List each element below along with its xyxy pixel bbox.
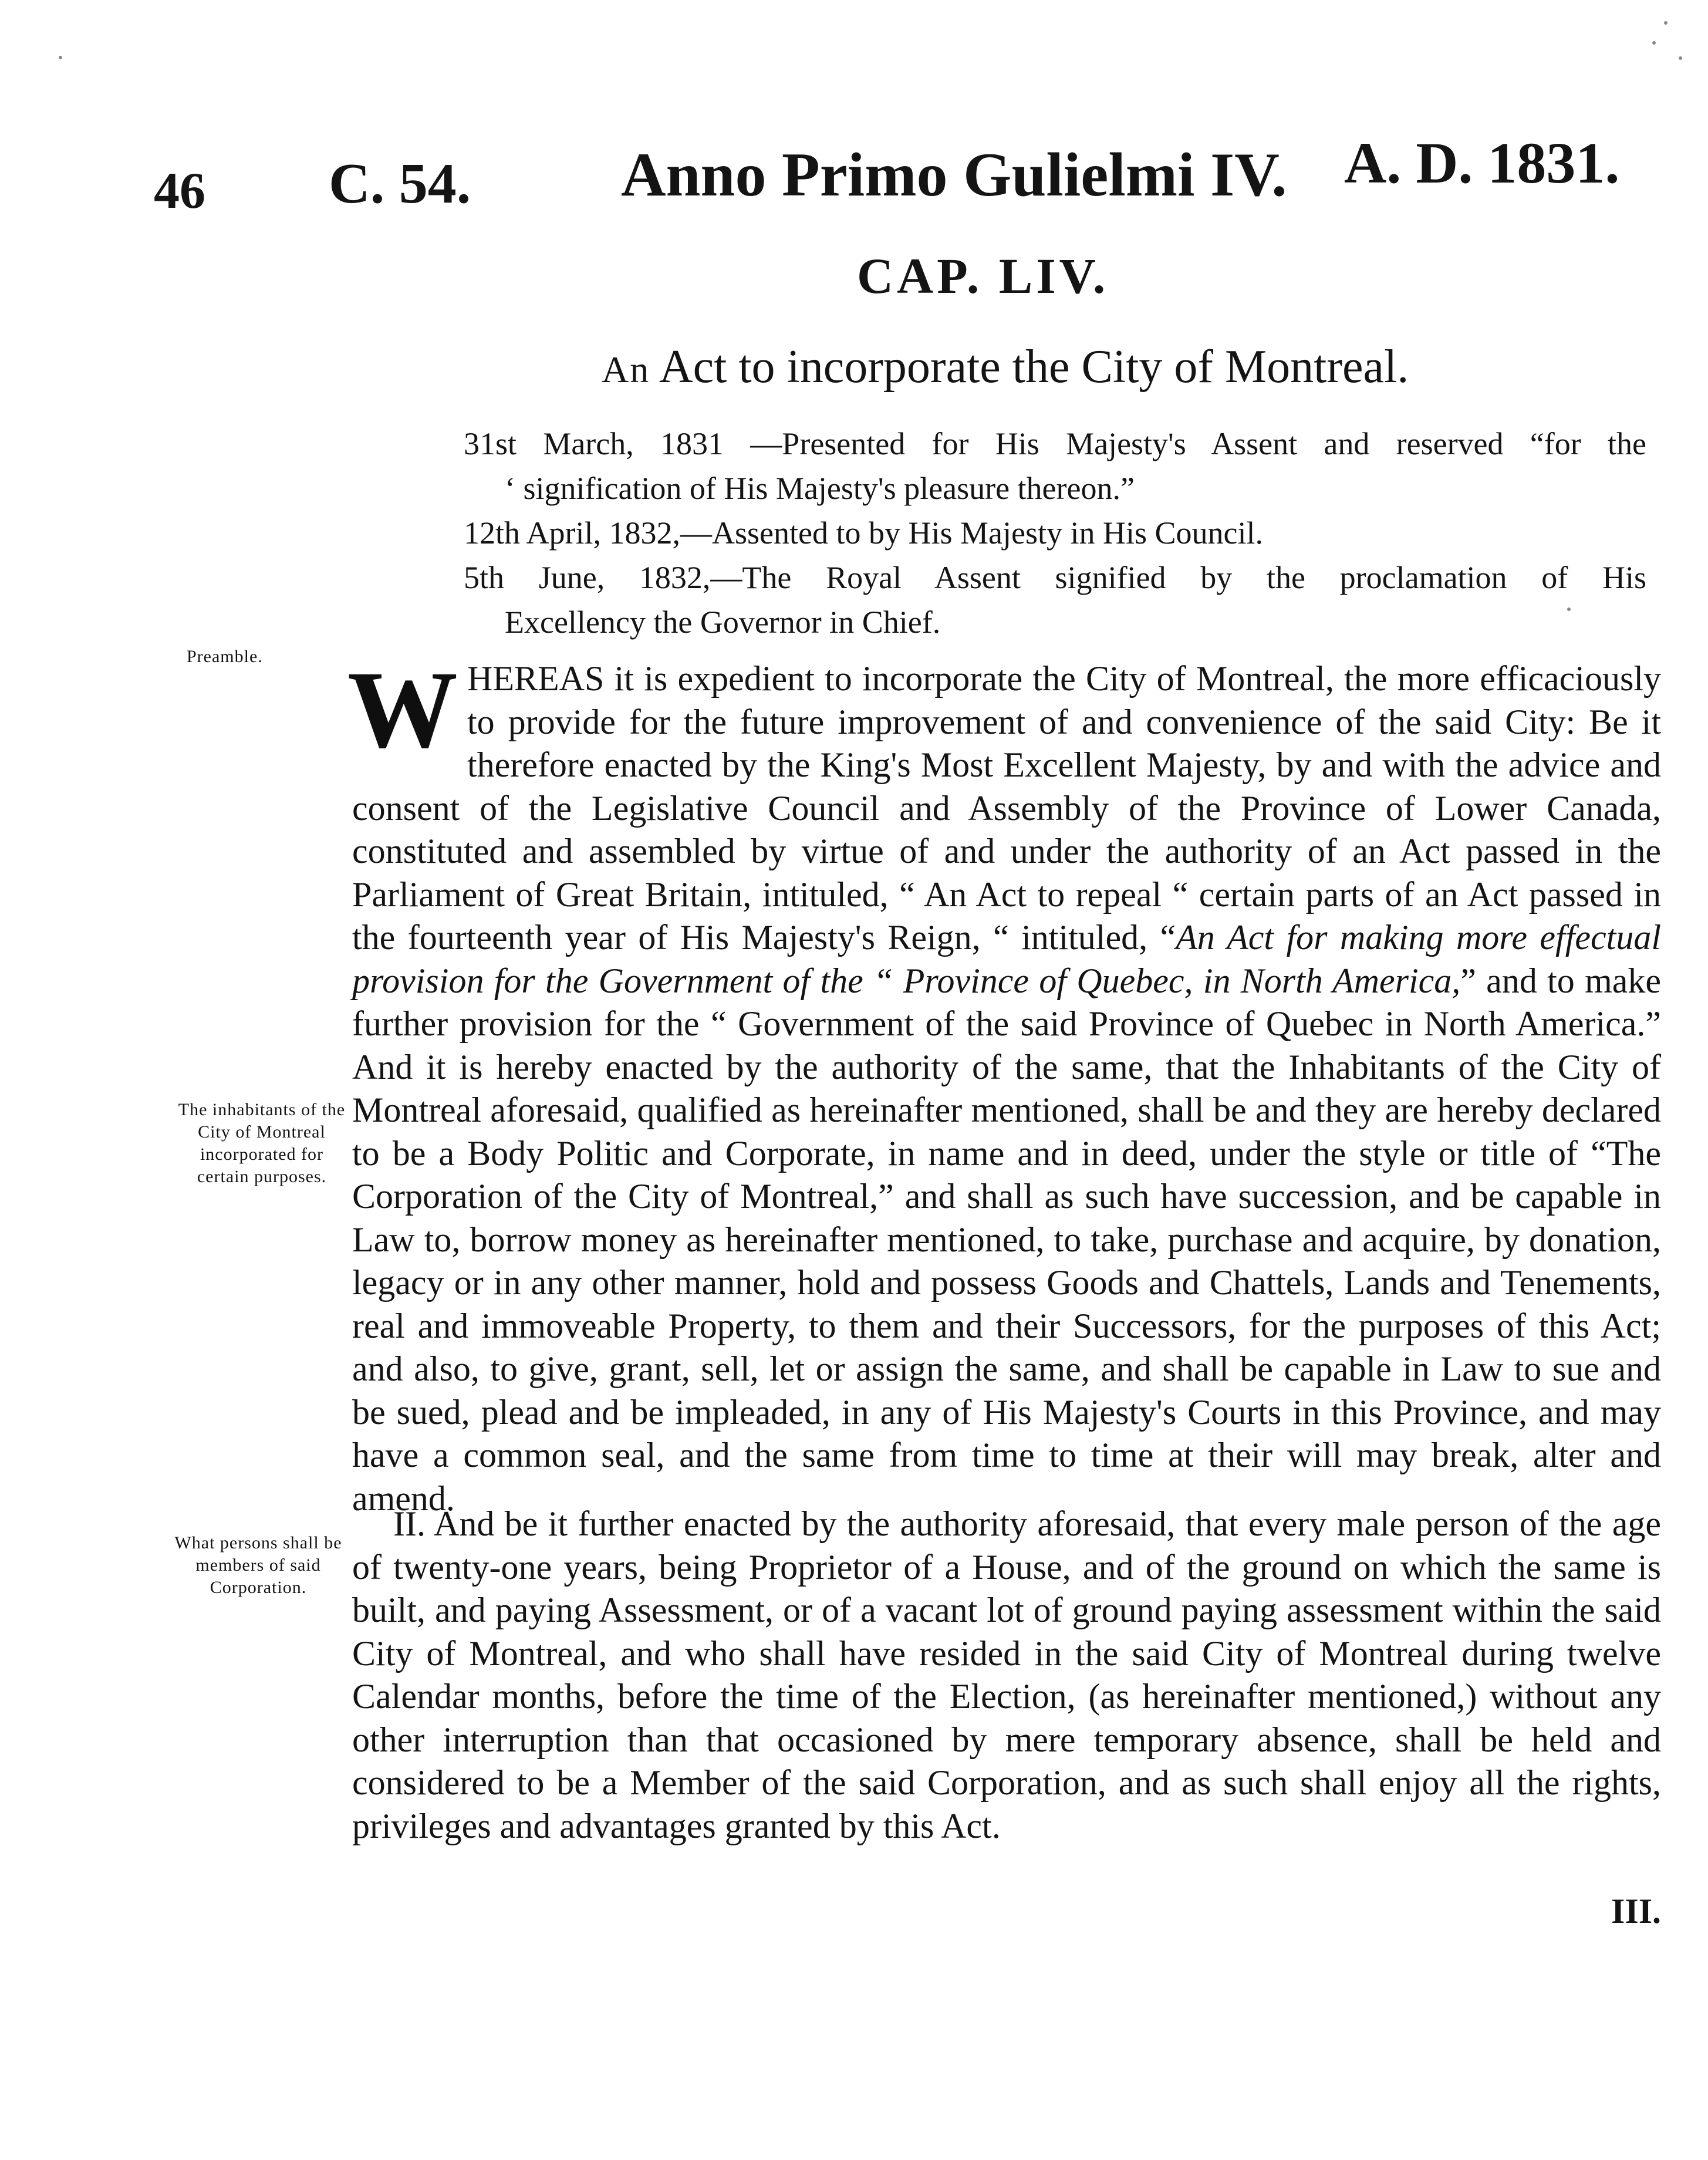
preamble-italic-title: An Act for making more effectual provision for the Government of the “ Province of Quebec, in North America, [352,918,1662,1000]
history-line: 5th June, 1832,—The Royal Assent signified by the proclamation of His [464,560,1646,595]
section-2-paragraph [352,1503,1661,1848]
reign-title: Anno Primo Gulielmi IV. [621,140,1287,209]
scan-speck [1567,608,1571,611]
history-line: 12th April, 1832,—Assented to by His Majesty in His Council. [464,515,1263,551]
section-2-text: II. And be it further enacted by the authority aforesaid, that every male person of the age of twenty-one years, being Proprietor of a House, and of the ground on which the same is built, and paying Assessment, or of a vacant lot of ground paying assessment within the said City of Montreal, and who shall have resided in the said City of Montreal during twelve Calendar months, before the time of the Election, (as hereinafter mentioned,) without any other interruption than that occasioned by mere temporary absence, shall be held and considered to be a Member of the said Corporation, and as such shall enjoy all the rights, privileges and advantages granted by this Act. [352,1504,1661,1845]
preamble-closing: ” and to make further provision for the “ Government of the said Province of Quebec in North America.” And it is hereby enacted by the authority of the same, that the Inhabitants of the City of Montreal aforesaid, qualified as hereinafter mentioned, shall be and they are hereby declared to be a Body Politic and Corporate, in name and in deed, under the style or title of “The Corporation of the City of Montreal,” and shall as such have succession, and be capable in Law to, borrow money as hereinafter mentioned, to take, purchase and acquire, by donation, legacy or in any other manner, hold and possess Goods and Chattels, Lands and Tenements, real and immoveable Property, to them and their Successors, for the purposes of this Act; and also, to give, grant, sell, let or assign the same, and shall be capable in Law to sue and be sued, plead and be impleaded, in any of His Majesty's Courts in this Province, and may have a common seal, and the same from time to time at their will may break, alter and amend. [352,961,1661,1518]
drop-cap: W [347,648,458,771]
marginal-note-preamble: Preamble. [187,647,263,666]
chapter-reference: C. 54. [329,152,471,215]
scan-speck [1664,21,1668,25]
scan-speck [1679,56,1682,60]
history-line: 31st March, 1831 —Presented for His Majesty's Assent and reserved “for the [464,426,1646,461]
act-title-lead: An [602,349,650,390]
legislative-history [464,421,1646,644]
page-number: 46 [154,163,205,220]
catchword: III. [1611,1892,1662,1931]
history-line: ‘ signification of His Majesty's pleasure thereon.” [505,471,1135,506]
preamble-opening: HEREAS it is expedient to incorporate the City of Montreal, the more efficaciously to provide for the future improvement of and convenience of the said City: Be it therefore enacted by the King's Most Excellent Majesty, by and with the advice and consent of the Legislative Council and Assembly of the Province of Lower Canada, constituted and assembled by virtue of and under the authority of an Act passed in the Parliament of Great Britain, intituled, “ An Act to repeal “ certain parts of an Act passed in the fourteenth year of His Majesty's Reign, “ intituled, “ [352,659,1661,957]
act-title-rest: Act to incorporate the City of Montreal. [659,341,1409,393]
history-line: Excellency the Governor in Chief. [505,605,941,640]
scan-speck [1652,41,1656,45]
cap-heading: CAP. LIV. [857,248,1109,304]
scan-speck [59,56,62,59]
act-title [602,340,1409,394]
marginal-note-inhabitants: The inhabitants of the City of Montreal incorporated for certain purposes. [178,1100,346,1186]
year-heading: A. D. 1831. [1344,130,1620,195]
marginal-note-members: What persons shall be members of said Corporation. [174,1533,342,1597]
preamble-paragraph [347,648,1662,1520]
